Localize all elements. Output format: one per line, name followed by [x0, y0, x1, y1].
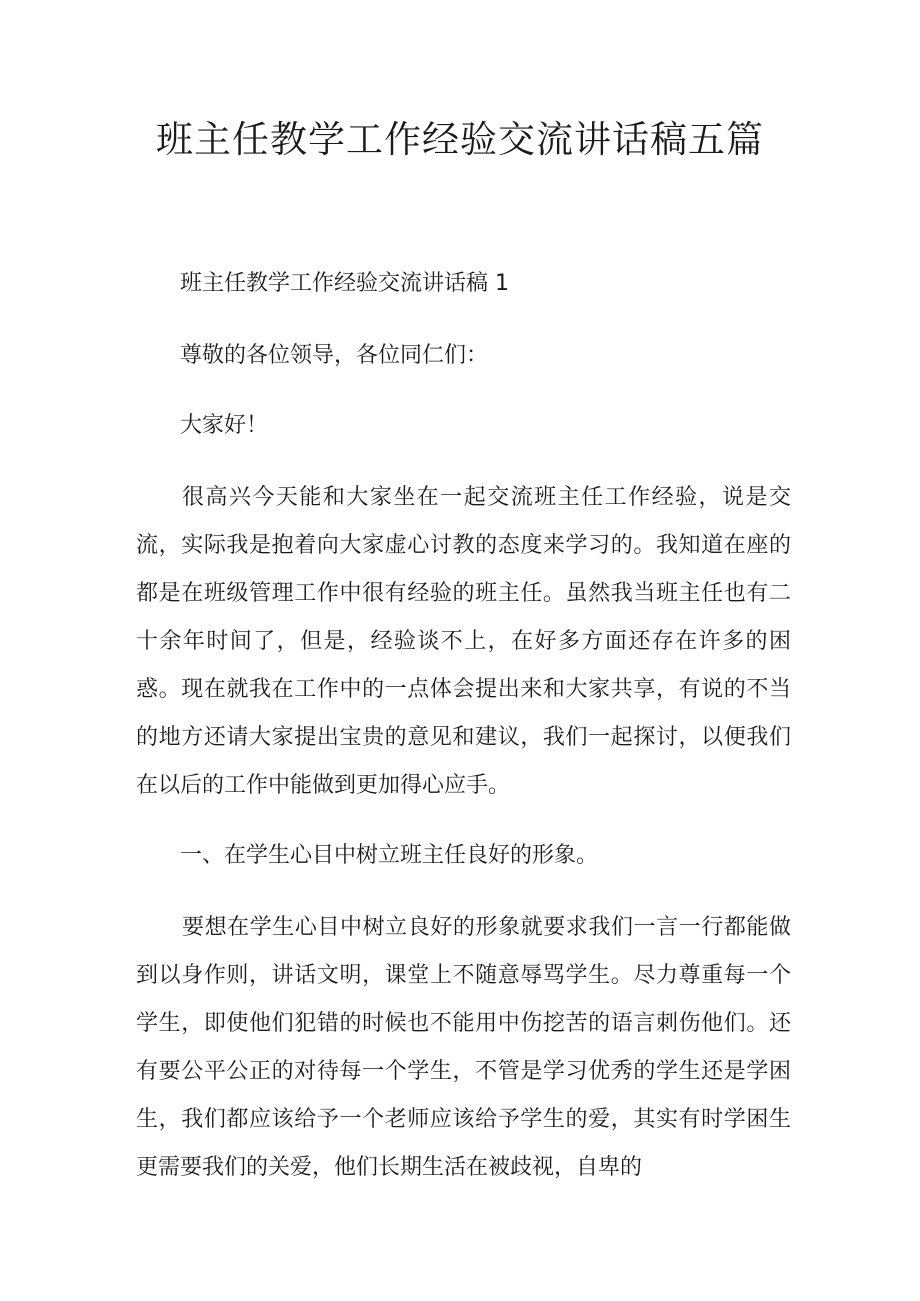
paragraph-section-1: 要想在学生心目中树立良好的形象就要求我们一言一行都能做到以身作则，讲话文明，课堂上不随意辱骂学生。尽力尊重每一个学生，即使他们犯错的时候也不能用中伤挖苦的语言刺伤他们。还有要公平公正的对待每一个学生，不管是学习优秀的学生还是学困生，我们都应该给予一个老师应该给予学生的爱，其实有时学困生更需要我们的关爱，他们长期生活在被歧视，自卑的 — [136, 915, 791, 1180]
greeting: 大家好！ — [180, 413, 269, 438]
paragraph-intro: 很高兴今天能和大家坐在一起交流班主任工作经验，说是交流，实际我是抱着向大家虚心讨教的态度来学习的。我知道在座的都是在班级管理工作中很有经验的班主任。虽然我当班主任也有二十余年时间了，但是，经验谈不上，在好多方面还存在许多的困惑。现在就我在工作中的一点体会提出来和大家共享，有说的不当的地方还请大家提出宝贵的意见和建议，我们一起探讨，以便我们在以后的工作中能做到更加得心应手。 — [136, 485, 791, 798]
section-heading-1: 一、在学生心目中树立班主任良好的形象。 — [180, 843, 599, 868]
salutation: 尊敬的各位领导，各位同仁们： — [180, 343, 489, 368]
document-title: 班主任教学工作经验交流讲话稿五篇 — [156, 118, 764, 161]
speech-subheading: 班主任教学工作经验交流讲话稿 1 — [180, 271, 509, 296]
